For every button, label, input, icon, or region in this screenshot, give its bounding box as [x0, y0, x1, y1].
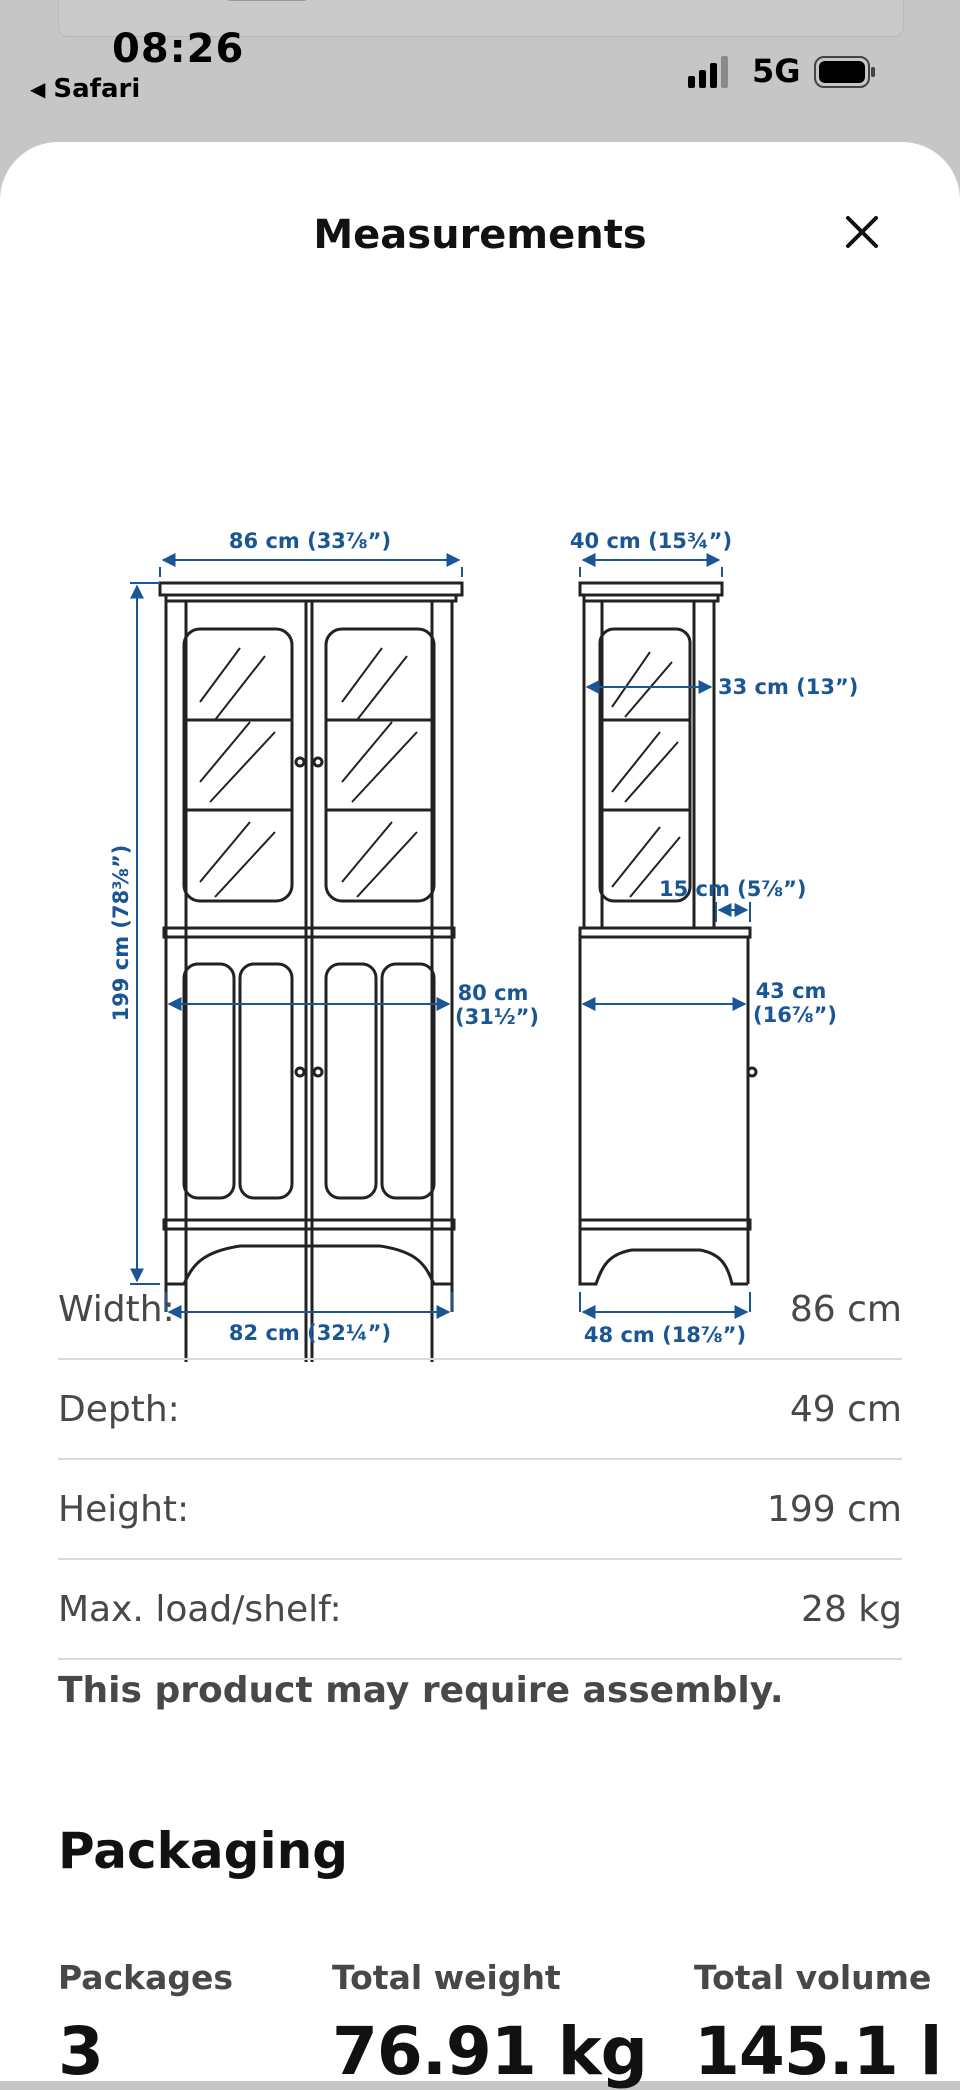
side-top-depth-label: 40 cm (15¾”)	[569, 529, 733, 553]
spec-list	[58, 1260, 902, 1660]
back-to-safari-link[interactable]	[30, 74, 140, 104]
side-upper-depth-label: 33 cm (13”)	[718, 675, 859, 699]
side-lower-depth-inch-label: (16⅞”)	[753, 1003, 837, 1027]
spec-value: 28 kg	[801, 1588, 902, 1630]
signal-icon	[688, 56, 732, 88]
packaging-title: Packaging	[58, 1822, 348, 1880]
back-triangle-icon: ◀	[30, 77, 46, 101]
status-time: 08:26	[112, 26, 245, 72]
side-base-depth-label: 48 cm (18⅞”)	[583, 1323, 747, 1347]
front-height-label: 199 cm (78⅜”)	[109, 844, 133, 1022]
front-view	[160, 583, 462, 1362]
total-weight-label: Total weight	[332, 1958, 561, 1997]
spec-label: Depth:	[58, 1388, 180, 1430]
spec-row-depth	[58, 1360, 902, 1460]
front-inner-width-inch-label: (31½”)	[455, 1005, 539, 1029]
total-volume-label: Total volume	[694, 1958, 932, 1997]
packages-value: 3	[58, 2013, 103, 2090]
side-lower-depth-label: 43 cm	[755, 979, 827, 1003]
measurements-sheet	[0, 142, 960, 2090]
back-app-label: Safari	[53, 74, 141, 104]
spec-row-width	[58, 1260, 902, 1360]
close-icon[interactable]	[838, 208, 886, 256]
spec-label: Max. load/shelf:	[58, 1588, 342, 1630]
spec-value: 199 cm	[766, 1488, 902, 1530]
assembly-note: This product may require assembly.	[58, 1670, 784, 1711]
measurement-diagram	[0, 362, 960, 1362]
side-ledge-depth-label: 15 cm (5⅞”)	[659, 877, 807, 901]
packages-stat	[58, 1958, 233, 2090]
spec-value: 86 cm	[789, 1288, 902, 1330]
sheet-title: Measurements	[313, 212, 647, 258]
battery-icon	[814, 56, 876, 88]
total-volume-stat	[694, 1958, 941, 2090]
total-weight-value: 76.91 kg	[332, 2013, 647, 2090]
spec-label: Width:	[58, 1288, 175, 1330]
front-base-width-label: 82 cm (32¼”)	[228, 1321, 392, 1345]
spec-value: 49 cm	[789, 1388, 902, 1430]
spec-row-height	[58, 1460, 902, 1560]
total-volume-value: 145.1 l	[694, 2013, 942, 2090]
spec-row-max-load	[58, 1560, 902, 1660]
status-bar	[0, 0, 960, 140]
total-weight-stat	[332, 1958, 647, 2090]
spec-label: Height:	[58, 1488, 190, 1530]
packages-label: Packages	[58, 1958, 233, 1997]
front-inner-width-label: 80 cm	[457, 981, 529, 1005]
network-type: 5G	[752, 52, 801, 90]
front-top-width-label: 86 cm (33⅞”)	[228, 529, 392, 553]
